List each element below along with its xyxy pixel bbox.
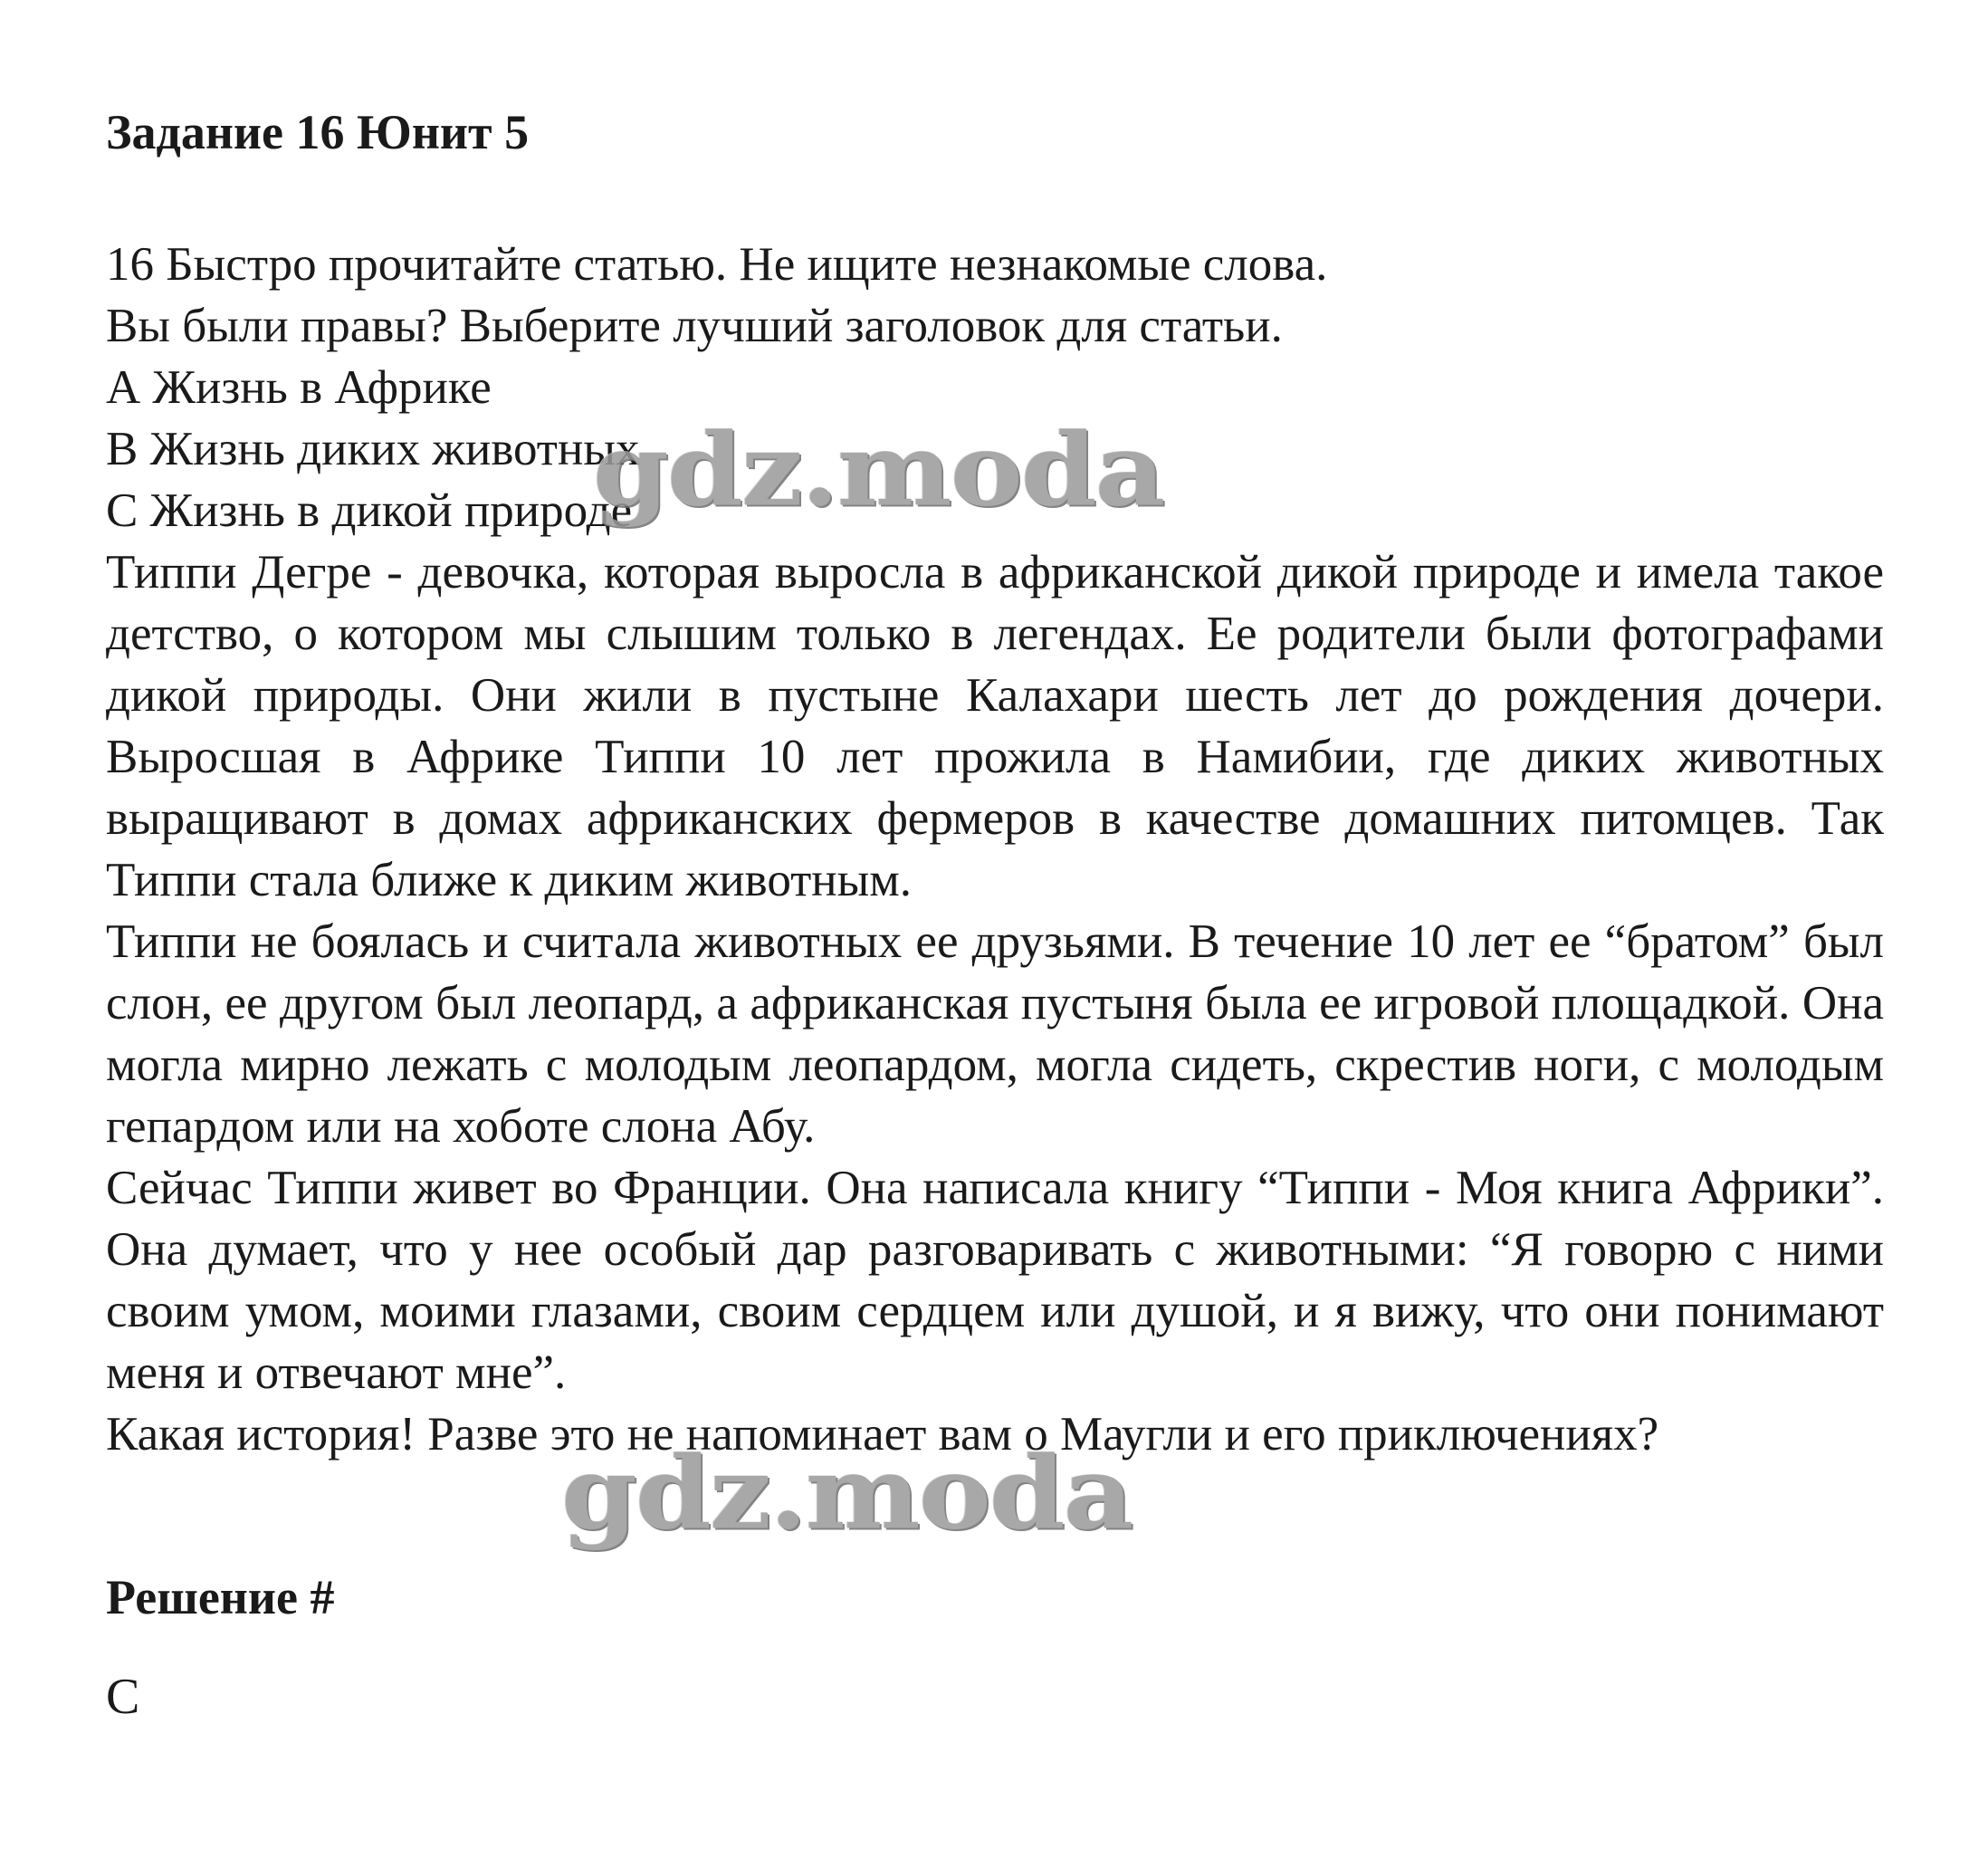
solution-title: Решение #: [106, 1570, 335, 1624]
document-page: [106, 0, 1884, 1858]
article-paragraph-4: Какая история! Разве это не напоминает вам о Маугли и его приключениях?: [106, 1408, 1659, 1461]
option-c: С Жизнь в дикой природе: [106, 484, 633, 537]
option-b: В Жизнь диких животных: [106, 423, 640, 475]
option-a: А Жизнь в Африке: [106, 361, 492, 414]
watermark-logo-bottom: gdz.moda: [561, 1434, 1133, 1553]
task-title: Задание 16 Юнит 5: [106, 105, 530, 159]
instruction-line-2: Вы были правы? Выберите лучший заголовок для статьи.: [106, 300, 1283, 352]
article-paragraph-3: Сейчас Типпи живет во Франции. Она написала книгу “Типпи - Моя книга Африки”. Она думает, что у нее особый дар разговаривать с животными: “Я говорю с ними своим умом, моими глазами, своим сердцем или душой, и я вижу, что они понимают меня и отвечают мне”.: [106, 1162, 1884, 1399]
watermark-logo-top: gdz.moda: [593, 411, 1164, 530]
article-paragraph-1: Типпи Дегре - девочка, которая выросла в африканской дикой природе и имела такое детство, о котором мы слышим только в легендах. Ее родители были фотографами дикой природы. Они жили в пустыне Калахари шесть лет до рождения дочери. Выросшая в Африке Типпи 10 лет прожила в Намибии, где диких животных выращивают в домах африканских фермеров в качестве домашних питомцев. Так Типпи стала ближе к диким животным.: [106, 546, 1884, 906]
article-paragraph-2: Типпи не боялась и считала животных ее друзьями. В течение 10 лет ее “братом” был слон, ее другом был леопард, а африканская пустыня была ее игровой площадкой. Она могла мирно лежать с молодым леопардом, могла сидеть, скрестив ноги, с молодым гепардом или на хоботе слона Абу.: [106, 915, 1884, 1153]
instruction-line-1: 16 Быстро прочитайте статью. Не ищите незнакомые слова.: [106, 238, 1328, 291]
solution-answer: С: [106, 1669, 140, 1725]
